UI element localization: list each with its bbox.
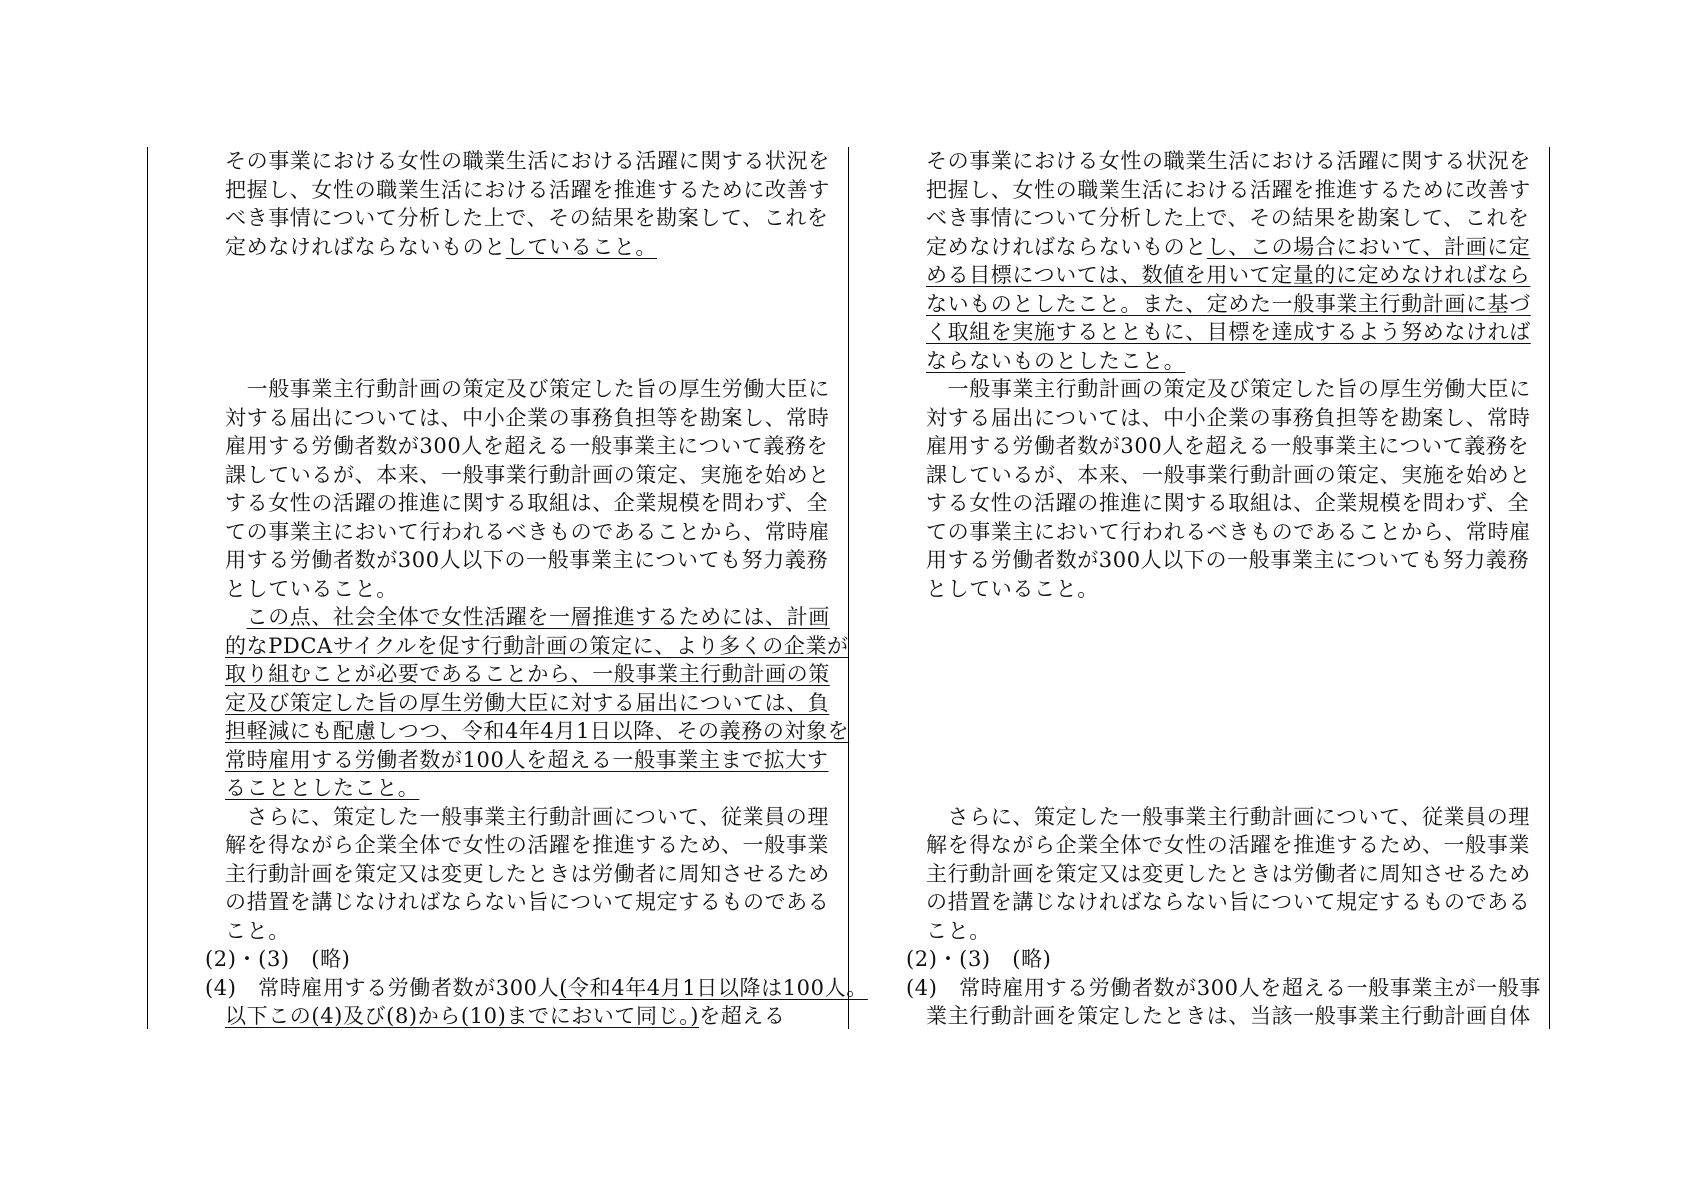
text-segment: 主行動計画を策定又は変更したときは労働者に周知させるため [225,861,830,886]
amended-underlined-segment: める目標については、数値を用いて定量的に定めなければなら [926,263,1531,287]
amended-underlined-segment: ならないものとしたこと。 [926,348,1186,373]
text-segment: べき事情について分析した上で、その結果を勘案して、これを [926,206,1530,230]
text-line [225,432,828,461]
text-line [225,404,829,433]
text-line [926,347,1185,376]
text-line [225,147,830,176]
text-segment: 雇用する労働者数が300人を超える一般事業主について義務を [225,434,829,458]
text-line [225,575,398,604]
text-segment: 対する届出については、中小企業の事務負担等を勘案し、常時 [225,405,830,430]
text-segment: その事業における女性の職業生活における活躍に関する状況を [225,149,830,173]
text-line [926,176,1531,205]
text-line [926,917,991,946]
text-segment: を超える [699,1004,786,1028]
amended-underlined-segment: 担軽減にも配慮しつつ、令和4年4月1日以降、その義務の対象を [225,719,850,743]
text-segment: 課しているが、本来、一般事業行動計画の策定、実施を始めと [225,462,830,487]
text-line [205,974,868,1003]
amended-underlined-segment: ることとしたこと。 [225,776,420,800]
text-line [926,860,1531,889]
text-segment: 業主行動計画を策定したときは、当該一般事業主行動計画自体 [926,1004,1531,1028]
amended-underlined-segment: 的なPDCAサイクルを促す行動計画の策定に、より多くの企業が [225,633,849,658]
text-line [926,575,1099,604]
right-margin-rule [1549,147,1550,1029]
text-line [926,290,1531,319]
text-segment: 把握し、女性の職業生活における活躍を推進するために改善す [225,177,830,202]
text-segment: の措置を講じなければならない旨について規定するものである [225,890,830,914]
amended-underlined-segment: この点、社会全体で女性活躍を一層推進するためには、計画 [246,605,830,629]
text-segment: 主行動計画を策定又は変更したときは労働者に周知させるため [926,861,1531,886]
text-segment: 一般事業主行動計画の策定及び策定した旨の厚生労働大臣に [225,377,830,401]
text-line [225,831,829,860]
text-segment: さらに、策定した一般事業主行動計画について、従業員の理 [225,804,829,829]
text-segment: 課しているが、本来、一般事業行動計画の策定、実施を始めと [926,462,1531,487]
text-line [225,774,419,803]
text-segment: (2)・(3) (略) [205,947,351,971]
text-line [926,461,1531,490]
text-line [225,888,829,917]
amended-underlined-segment: 定及び策定した旨の厚生労働大臣に対する届出については、負 [225,690,830,715]
text-line [926,147,1531,176]
amended-underlined-segment: し、この場合において、計画に定 [1206,234,1531,259]
text-line [926,404,1530,433]
text-line [205,945,350,974]
text-line [225,461,830,490]
text-segment: 一般事業主行動計画の策定及び策定した旨の厚生労働大臣に [926,377,1531,401]
amended-underlined-segment: 以下この(4)及び(8)から(10)までにおいて同じ。) [225,1004,700,1028]
amended-underlined-segment: く取組を実施するとともに、目標を達成するよう努めなければ [926,320,1531,344]
text-segment [225,605,247,629]
text-line [225,803,829,832]
text-line [225,233,657,262]
text-line [225,717,849,746]
text-segment: 対する届出については、中小企業の事務負担等を勘案し、常時 [926,405,1531,430]
text-segment: 定めなければならないものと [926,234,1207,259]
center-divider-rule [848,147,849,1029]
text-segment: ての事業主において行われるべきものであることから、常時雇 [225,519,830,544]
text-line [225,632,849,661]
text-segment: さらに、策定した一般事業主行動計画について、従業員の理 [926,804,1530,829]
text-line [225,917,290,946]
text-line [225,860,830,889]
text-line [926,489,1529,518]
amended-underlined-segment: していること。 [505,234,658,259]
text-line [225,660,830,689]
amended-underlined-segment: (令和4年4月1日以降は100人。 [559,975,868,1000]
text-segment: する女性の活躍の推進に関する取組は、企業規模を問わず、全 [926,491,1530,515]
text-segment: 解を得ながら企業全体で女性の活躍を推進するため、一般事業 [225,833,829,857]
amended-underlined-segment: ないものとしたこと。また、定めた一般事業主行動計画に基づ [926,291,1531,316]
text-line [926,375,1531,404]
text-segment: その事業における女性の職業生活における活躍に関する状況を [926,149,1531,173]
text-line [926,831,1530,860]
text-segment: の措置を講じなければならない旨について規定するものである [926,890,1531,914]
text-line [225,1002,786,1031]
text-line [225,518,830,547]
text-line [225,546,828,575]
text-segment: 定めなければならないものと [225,234,506,259]
text-segment: 解を得ながら企業全体で女性の活躍を推進するため、一般事業 [926,833,1530,857]
text-line [225,489,828,518]
amended-underlined-segment: 取り組むことが必要であることから、一般事業主行動計画の策 [225,662,830,686]
text-line [225,603,830,632]
text-segment: 用する労働者数が300人以下の一般事業主についても努力義務 [225,548,829,572]
text-segment: べき事情について分析した上で、その結果を勘案して、これを [225,206,829,230]
text-line [926,803,1530,832]
text-line [906,945,1051,974]
left-margin-rule [147,147,148,1029]
text-segment: ての事業主において行われるべきものであることから、常時雇 [926,519,1531,544]
text-line [926,261,1530,290]
text-line [225,176,830,205]
text-line [926,204,1530,233]
amended-underlined-segment: 常時雇用する労働者数が100人を超える一般事業主まで拡大す [225,747,829,772]
text-segment: 用する労働者数が300人以下の一般事業主についても努力義務 [926,548,1530,572]
text-line [225,689,829,718]
text-segment: (4) 常時雇用する労働者数が300人 [205,975,560,1000]
text-segment: 雇用する労働者数が300人を超える一般事業主について義務を [926,434,1530,458]
text-segment: としていること。 [926,576,1099,601]
text-segment: としていること。 [225,576,398,601]
text-line [225,375,830,404]
text-line [926,518,1531,547]
text-segment: (4) 常時雇用する労働者数が300人を超える一般事業主が一般事 [906,975,1542,1000]
text-segment: (2)・(3) (略) [906,947,1052,971]
text-line [926,432,1529,461]
text-line [926,1002,1531,1031]
text-line [926,546,1529,575]
text-line [926,233,1530,262]
text-line [225,204,829,233]
text-segment: 把握し、女性の職業生活における活躍を推進するために改善す [926,177,1531,202]
text-line [926,318,1531,347]
text-segment: こと。 [926,918,991,943]
text-line [906,974,1541,1003]
text-line [225,746,828,775]
text-segment: こと。 [225,918,290,943]
text-segment: する女性の活躍の推進に関する取組は、企業規模を問わず、全 [225,491,829,515]
text-line [926,888,1530,917]
